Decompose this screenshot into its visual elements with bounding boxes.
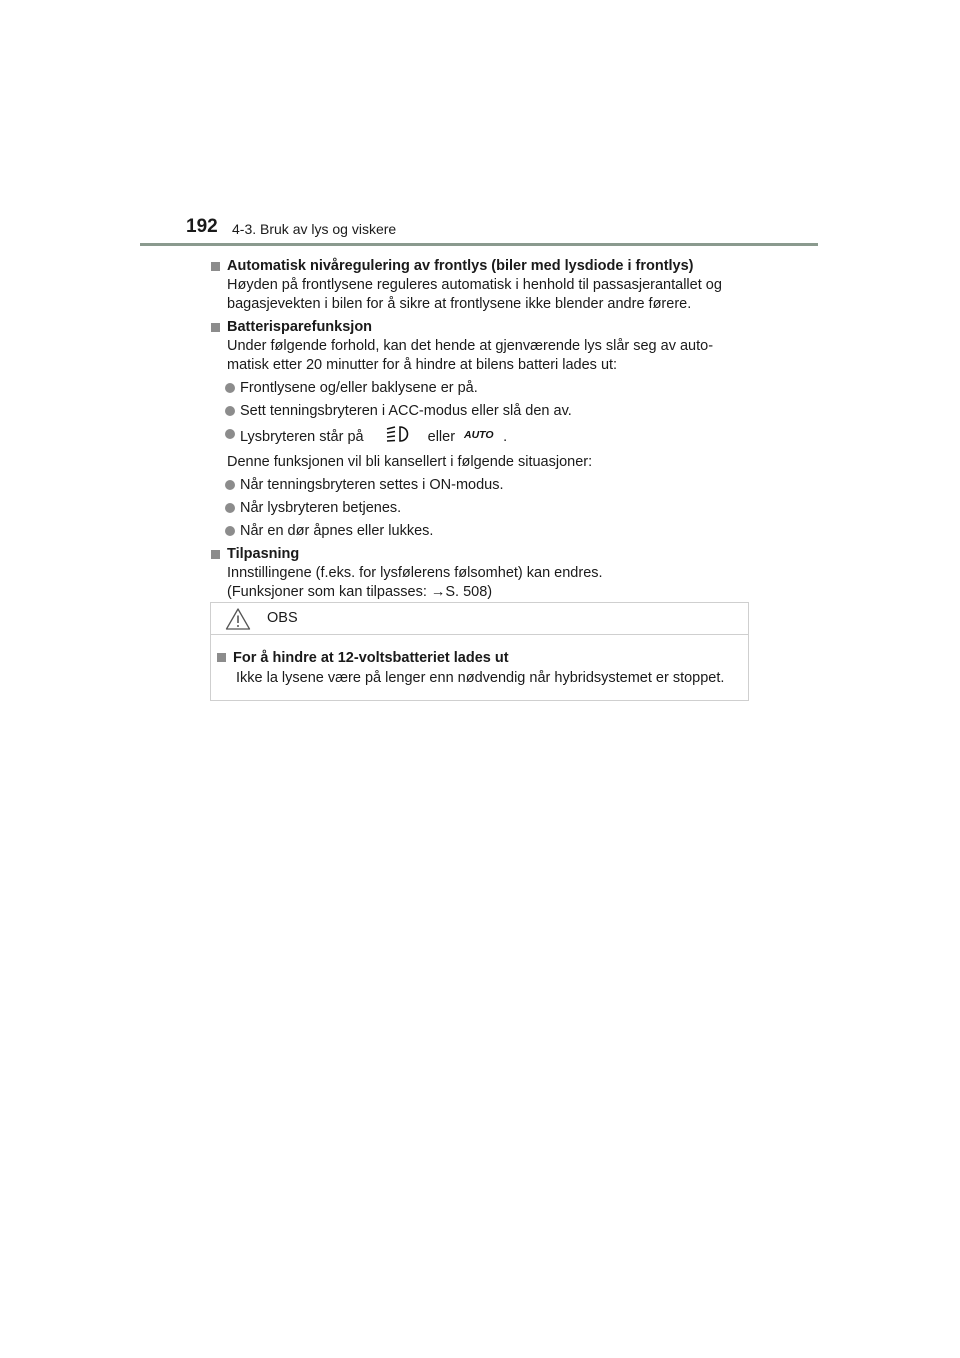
bullet-dot-icon [225,503,235,513]
main-content [211,253,751,602]
paragraph-cancel: Denne funksjonen vil bli kansellert i følgende situasjoner: [227,454,593,470]
square-bullet-icon [211,323,220,332]
paragraph-customization: Innstillingene (f.eks. for lysfølerens følsomhet) kan endres. (Funksjoner som kan tilpasses: →S. 508) [227,565,603,600]
page-header [186,216,818,246]
caution-text: Ikke la lysene være på lenger enn nødvendig når hybridsystemet er stoppet. [236,670,725,686]
heading-battery-saver: Batterisparefunksjon [211,318,751,337]
caution-label: OBS [267,610,298,626]
header-divider [140,243,818,246]
square-bullet-icon [217,653,226,662]
section-title: 4-3. Bruk av lys og viskere [232,221,397,237]
headlight-icon [386,425,412,449]
caution-body [211,635,748,688]
svg-text:AUTO: AUTO [464,429,494,441]
caution-heading: For å hindre at 12-voltsbatteriet lades ut [217,648,742,668]
paragraph-headlight-leveling: Høyden på frontlysene reguleres automatisk i henhold til passasjerantallet og bagasjevekten i bilen for å sikre at frontlysene ikke blender andre førere. [227,277,722,312]
bullet-dot-icon [225,429,235,439]
warning-triangle-icon [225,607,251,636]
bullet-dot-icon [225,383,235,393]
paragraph-battery-saver: Under følgende forhold, kan det hende at gjenværende lys slår seg av auto- matisk etter 20 minutter for å hindre at bilens batteri lades ut: [227,338,714,373]
list-item: Frontlysene og/eller baklysene er på. [211,379,751,398]
bullet-dot-icon [225,406,235,416]
list-item: Når lysbryteren betjenes. [211,499,751,518]
list-item: Når en dør åpnes eller lukkes. [211,522,751,541]
heading-headlight-leveling: Automatisk nivåregulering av frontlys (biler med lysdiode i frontlys) [211,257,751,276]
bullet-dot-icon [225,526,235,536]
list-item-switch-position: Lysbryteren står på eller AUTO . [211,425,751,449]
square-bullet-icon [211,550,220,559]
caution-box [210,602,749,701]
list-item: Når tenningsbryteren settes i ON-modus. [211,476,751,495]
list-item: Sett tenningsbryteren i ACC-modus eller slå den av. [211,402,751,421]
page-number: 192 [186,216,218,237]
heading-customization: Tilpasning [211,545,751,564]
caution-header [211,603,748,635]
auto-icon [463,427,495,447]
square-bullet-icon [211,262,220,271]
bullet-dot-icon [225,480,235,490]
